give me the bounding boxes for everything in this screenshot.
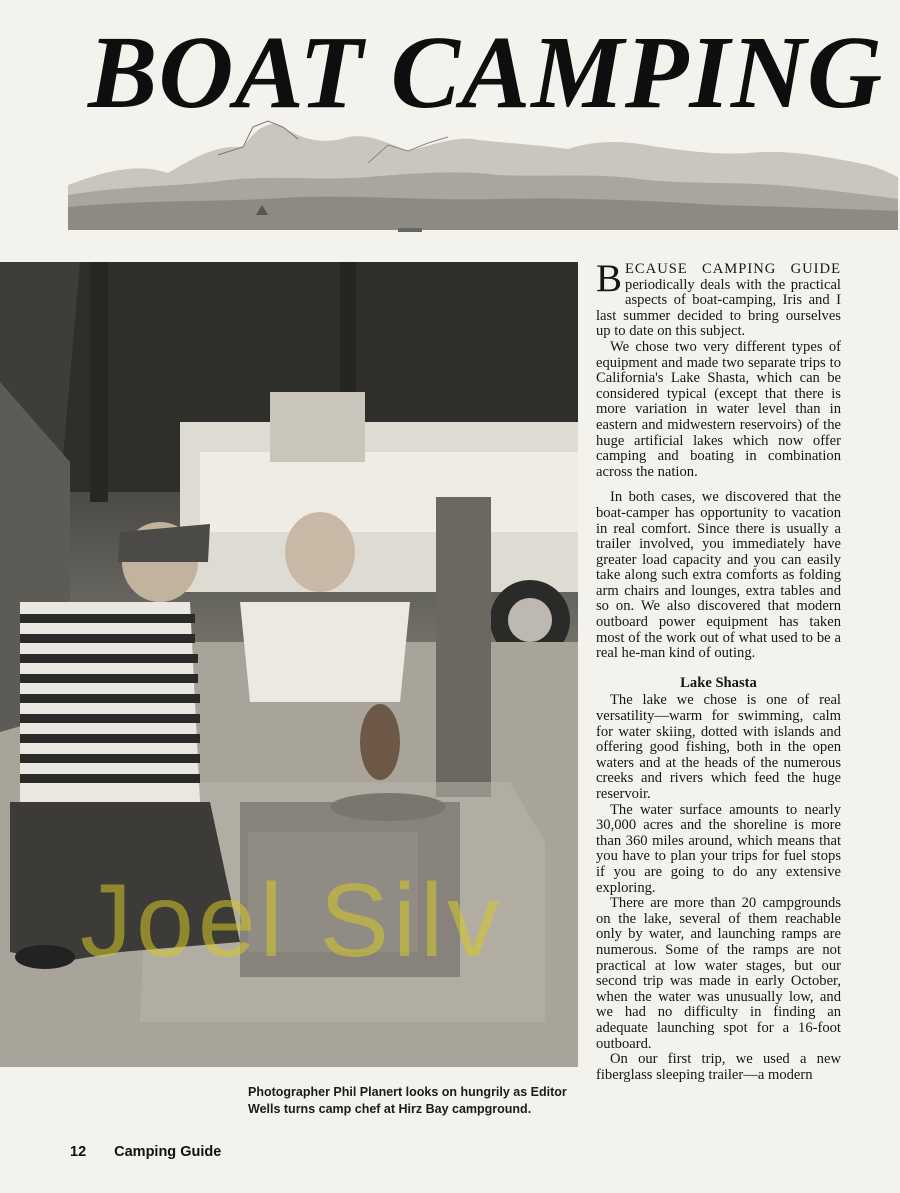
magazine-name: Camping Guide	[114, 1144, 222, 1160]
paragraph-1-text: periodically deals with the practical aspects of boat-camping, Iris and I last summer decided to bring ourselves up to date on this subject.	[596, 276, 841, 340]
photo-caption: Photographer Phil Planert looks on hungrily as Editor Wells turns camp chef at Hirz Bay campground.	[248, 1085, 567, 1116]
article-paragraph-2: We chose two very different types of equipment and made two separate trips to California's Lake Shasta, which can be considered typical (except that there is more variation in water level than in eastern and midwestern reservoirs) of the huge artificial lakes which now offer camping and boating in combination across the nation.	[596, 338, 841, 480]
page-title: BOAT CAMPING	[88, 15, 884, 130]
article-paragraph-4: The lake we chose is one of real versatility—warm for swimming, calm for water skiing, dotted with islands and offering good fishing, both in the open waters and at the heads of the numerous creeks and rivers which feed the huge reservoir.	[596, 692, 841, 802]
article-paragraph-3: In both cases, we discovered that the boat-camper has opportunity to vacation in real comfort. Since there is usually a trailer involved, you immediately have greater load capacity and you can easily take along such extra comforts as folding arm chairs and lounges, extra tables and so on. We also discovered that modern outboard power equipment has taken most of the work out of what used to be a real he-man kind of outing.	[596, 489, 841, 662]
section-heading: Lake Shasta	[680, 674, 757, 691]
lead-caps: ECAUSE CAMPING GUIDE	[625, 261, 841, 277]
article-body	[596, 257, 841, 1083]
campfire-photo	[0, 262, 578, 1067]
article-paragraph-5: The water surface amounts to nearly 30,000 acres and the shoreline is more than 360 miles around, which means that you have to plan your trips for fuel stops if you are going to do any extensive exploring.	[596, 801, 841, 896]
page-number: 12	[70, 1144, 87, 1160]
article-paragraph-1	[596, 257, 841, 340]
article-paragraph-7: On our first trip, we used a new fiberglass sleeping trailer—a modern	[596, 1051, 841, 1083]
article-paragraph-6: There are more than 20 campgrounds on the lake, several of them reachable only by water, and launching ramps are numerous. Some of the ramps are not practical at low water stages, but our second trip was made in early October, when the water was unusually low, and we had no difficulty in finding an adequate launching spot for a 16-foot outboard.	[596, 895, 841, 1052]
page-footer	[70, 1144, 221, 1160]
mountain-illustration	[68, 115, 898, 245]
drop-cap: B	[596, 257, 623, 300]
watermark-text: Joel Silv	[80, 863, 504, 979]
